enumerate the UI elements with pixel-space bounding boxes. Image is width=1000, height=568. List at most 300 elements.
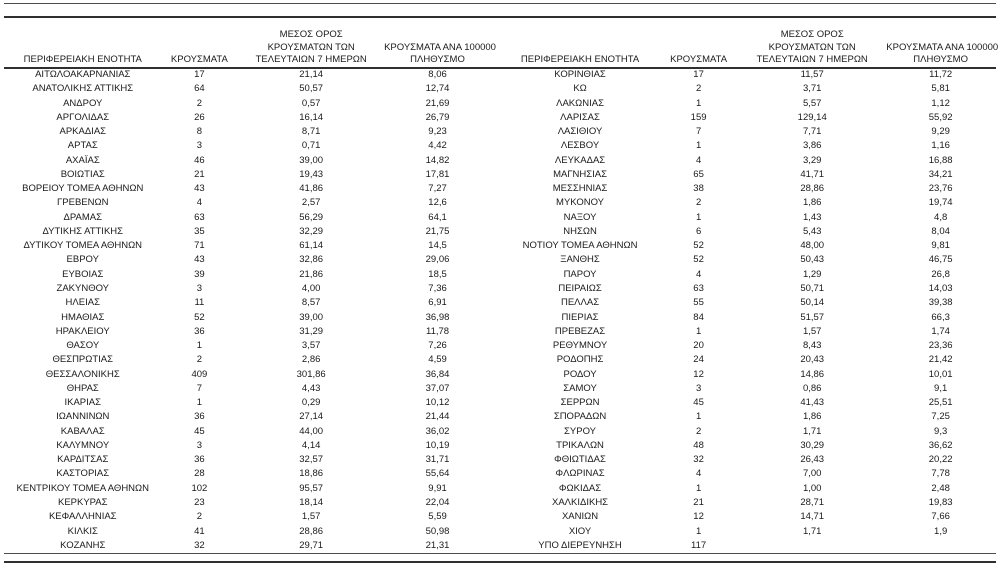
cases-cell: 1: [695, 325, 702, 337]
region-cell: ΙΩΑΝΝΙΝΩΝ: [56, 411, 110, 423]
per100k-cell: 12,74: [425, 83, 450, 95]
region-cell: ΚΑΒΑΛΑΣ: [60, 425, 105, 437]
region-cell: ΑΝΑΤΟΛΙΚΗΣ ΑΤΤΙΚΗΣ: [32, 83, 134, 95]
avg7-cell: 8,57: [301, 297, 321, 309]
per100k-cell: 7,25: [931, 411, 950, 423]
per100k-cell: 9,1: [934, 382, 948, 394]
avg7-cell: 41,86: [299, 183, 324, 195]
table-row: [5, 154, 491, 168]
table-row: [5, 97, 491, 111]
column-header-per100k: ΚΡΟΥΣΜΑΤΑ ΑΝΑ 100000 ΠΛΗΘΥΣΜΟ: [384, 41, 496, 66]
cases-cell: 63: [194, 211, 205, 223]
per100k-cell: 10,12: [425, 397, 450, 409]
avg7-cell: [738, 539, 886, 553]
table-row: [501, 339, 995, 353]
table-row: [501, 425, 995, 439]
table-row: [501, 182, 995, 196]
table-row: [501, 225, 995, 239]
region-cell: ΘΕΣΣΑΛΟΝΙΚΗΣ: [45, 368, 120, 380]
per100k-cell: 21,44: [425, 411, 450, 423]
per100k-cell: 8,06: [428, 69, 447, 80]
table-row: [501, 125, 995, 139]
cases-cell: 7: [695, 126, 702, 138]
avg7-cell: 50,14: [800, 297, 825, 309]
avg7-cell: 5,43: [802, 225, 822, 237]
region-cell: ΝΗΣΩΝ: [563, 225, 597, 237]
per100k-cell: 4,8: [934, 211, 948, 223]
per100k-cell: 18,5: [428, 268, 447, 280]
regional-cases-table-left: [5, 20, 496, 553]
cases-cell: 36: [194, 325, 205, 337]
cases-cell: 2: [695, 83, 702, 95]
per100k-cell: 22,04: [425, 496, 450, 508]
per100k-cell: 1,16: [931, 140, 950, 152]
table-row: [501, 97, 995, 111]
table-row: [501, 510, 995, 524]
region-cell: ΡΕΘΥΜΝΟΥ: [552, 340, 608, 352]
region-cell: ΑΡΤΑΣ: [67, 140, 98, 152]
per100k-cell: 36,02: [425, 425, 450, 437]
cases-cell: 65: [693, 168, 704, 180]
avg7-cell: 1,29: [802, 268, 822, 280]
region-cell: ΠΑΡΟΥ: [563, 268, 597, 280]
cases-cell: 39: [194, 268, 205, 280]
region-cell: ΧΑΝΙΩΝ: [561, 511, 599, 523]
per100k-cell: 1,74: [931, 325, 950, 337]
region-cell: ΑΡΚΑΔΙΑΣ: [59, 126, 107, 138]
table-row: [501, 439, 995, 453]
cases-cell: 24: [693, 354, 704, 366]
cases-cell: 6: [695, 225, 702, 237]
table-row: [5, 467, 491, 481]
avg7-cell: 61,14: [299, 240, 324, 252]
cases-cell: 2: [196, 97, 203, 109]
table-row: [5, 439, 491, 453]
per100k-cell: 4,59: [428, 354, 447, 366]
table-row: [5, 282, 491, 296]
per100k-cell: 9,29: [931, 126, 950, 138]
region-cell: ΛΑΚΩΝΙΑΣ: [556, 97, 604, 109]
avg7-cell: 3,71: [802, 83, 822, 95]
table-row: [5, 111, 491, 125]
region-cell: ΗΜΑΘΙΑΣ: [61, 311, 105, 323]
cases-cell: 1: [695, 525, 702, 537]
region-cell: ΛΕΣΒΟΥ: [560, 140, 600, 152]
table-row: [5, 68, 491, 82]
avg7-cell: 18,86: [299, 468, 324, 480]
per100k-cell: 5,81: [931, 83, 950, 95]
per100k-cell: 21,42: [928, 354, 953, 366]
per100k-cell: 25,51: [928, 397, 953, 409]
cases-cell: 36: [194, 411, 205, 423]
table-row: [501, 296, 995, 310]
table-row: [501, 168, 995, 182]
cases-cell: 2: [196, 511, 203, 523]
per100k-cell: 50,98: [425, 525, 450, 537]
cases-cell: 11: [194, 297, 205, 309]
avg7-cell: 7,00: [802, 468, 822, 480]
avg7-cell: 50,71: [800, 282, 825, 294]
region-cell: ΑΧΑΪΑΣ: [65, 154, 100, 166]
avg7-cell: 3,86: [802, 140, 822, 152]
avg7-cell: 14,86: [800, 368, 825, 380]
cases-cell: 26: [194, 111, 205, 123]
table-row: [5, 225, 491, 239]
per100k-cell: 26,79: [425, 111, 450, 123]
per100k-cell: 9,81: [931, 240, 950, 252]
table-row: [5, 496, 491, 510]
avg7-cell: 56,29: [299, 211, 324, 223]
cases-cell: 46: [194, 154, 205, 166]
cases-cell: 32: [693, 454, 704, 466]
per100k-cell: 36,84: [425, 368, 450, 380]
avg7-cell: 44,00: [299, 425, 324, 437]
table-row: [5, 196, 491, 210]
per100k-cell: 14,82: [425, 154, 450, 166]
per100k-cell: 46,75: [928, 254, 953, 266]
table-row: [5, 453, 491, 467]
avg7-cell: 11,57: [800, 69, 824, 80]
table-row: [501, 253, 995, 267]
avg7-cell: 50,43: [800, 254, 825, 266]
table-row: [501, 282, 995, 296]
per100k-cell: 8,04: [931, 225, 950, 237]
table-row: [5, 510, 491, 524]
per100k-cell: 10,19: [425, 439, 450, 451]
per100k-cell: 31,71: [425, 454, 450, 466]
per100k-cell: 36,62: [928, 439, 953, 451]
table-row: [501, 68, 995, 82]
per100k-cell: [886, 539, 995, 553]
per100k-cell: 21,75: [425, 225, 450, 237]
avg7-cell: 8,71: [301, 126, 321, 138]
bottom-thick-rule: [4, 561, 996, 563]
column-header-region: ΠΕΡΙΦΕΡΕΙΑΚΗ ΕΝΟΤΗΤΑ: [520, 54, 640, 66]
cases-cell: 1: [695, 211, 702, 223]
per100k-cell: 10,01: [928, 368, 953, 380]
cases-cell: 4: [695, 154, 702, 166]
cases-cell: 43: [194, 183, 205, 195]
table-row: [501, 525, 995, 539]
column-header-avg7: ΜΕΣΟΣ ΟΡΟΣ ΚΡΟΥΣΜΑΤΩΝ ΤΩΝ ΤΕΛΕΥΤΑΙΩΝ 7 ΗΜΕΡΩΝ: [756, 29, 868, 66]
per100k-cell: 36,98: [425, 311, 450, 323]
per100k-cell: 21,69: [425, 97, 450, 109]
cases-cell: 1: [695, 482, 702, 494]
region-cell: ΠΡΕΒΕΖΑΣ: [554, 325, 606, 337]
region-cell: ΠΕΛΛΑΣ: [560, 297, 600, 309]
avg7-cell: 29,71: [299, 539, 324, 551]
per100k-cell: 19,83: [928, 496, 953, 508]
avg7-cell: 28,86: [800, 183, 825, 195]
top-thin-rule: [4, 3, 996, 4]
cases-cell: 3: [196, 439, 203, 451]
per100k-cell: 1,12: [931, 97, 950, 109]
region-cell: ΠΕΙΡΑΙΩΣ: [558, 282, 602, 294]
table-row: [5, 268, 491, 282]
avg7-cell: 0,71: [301, 140, 321, 152]
avg7-cell: 28,86: [299, 525, 324, 537]
table-row: [5, 525, 491, 539]
cases-cell: 3: [695, 382, 702, 394]
avg7-cell: 41,43: [800, 397, 825, 409]
table-row: [5, 382, 491, 396]
avg7-cell: 32,86: [299, 254, 324, 266]
table-row: [501, 239, 995, 253]
cases-cell: 3: [196, 282, 203, 294]
avg7-cell: 8,43: [802, 340, 822, 352]
region-cell: ΣΥΡΟΥ: [564, 425, 597, 437]
region-cell: ΝΑΞΟΥ: [563, 211, 597, 223]
cases-cell: 20: [693, 340, 704, 352]
right-data-table: [501, 68, 995, 553]
region-cell: ΒΟΙΩΤΙΑΣ: [60, 168, 105, 180]
table-row: [501, 410, 995, 424]
table-row: [501, 154, 995, 168]
per100k-cell: 7,78: [931, 468, 950, 480]
column-header-cases: ΚΡΟΥΣΜΑΤΑ: [670, 54, 728, 66]
per100k-cell: 26,8: [931, 268, 950, 280]
table-header-row: [5, 20, 496, 68]
per100k-cell: 39,38: [928, 297, 953, 309]
cases-cell: 38: [693, 183, 704, 195]
column-header-avg7: ΜΕΣΟΣ ΟΡΟΣ ΚΡΟΥΣΜΑΤΩΝ ΤΩΝ ΤΕΛΕΥΤΑΙΩΝ 7 ΗΜΕΡΩΝ: [255, 29, 367, 66]
avg7-cell: 0,57: [301, 97, 321, 109]
avg7-cell: 20,43: [800, 354, 825, 366]
avg7-cell: 0,29: [301, 397, 321, 409]
avg7-cell: 1,00: [802, 482, 822, 494]
per100k-cell: 6,91: [428, 297, 447, 309]
region-cell: ΛΕΥΚΑΔΑΣ: [554, 154, 606, 166]
region-cell: ΖΑΚΥΝΘΟΥ: [56, 282, 109, 294]
region-cell: ΔΥΤΙΚΗΣ ΑΤΤΙΚΗΣ: [42, 225, 124, 237]
per100k-cell: 23,76: [928, 183, 953, 195]
cases-cell: 64: [194, 83, 205, 95]
cases-cell: 17: [693, 69, 704, 80]
table-row: [501, 196, 995, 210]
cases-cell: 2: [695, 425, 702, 437]
region-cell: ΚΑΣΤΟΡΙΑΣ: [56, 468, 110, 480]
region-cell: ΥΠΟ ΔΙΕΡΕΥΝΗΣΗ: [538, 539, 622, 551]
left-data-table: [5, 68, 491, 553]
avg7-cell: 3,29: [802, 154, 822, 166]
per100k-cell: 7,66: [931, 511, 950, 523]
region-cell: ΗΛΕΙΑΣ: [65, 297, 100, 309]
cases-cell: 4: [695, 268, 702, 280]
table-row: [501, 211, 995, 225]
region-cell: ΚΑΛΥΜΝΟΥ: [56, 439, 110, 451]
cases-cell: 1: [695, 140, 702, 152]
avg7-cell: 2,86: [301, 354, 321, 366]
cases-cell: 102: [191, 482, 208, 494]
per100k-cell: 5,59: [428, 511, 447, 523]
cases-cell: 21: [693, 496, 704, 508]
table-row: [5, 325, 491, 339]
region-cell: ΔΥΤΙΚΟΥ ΤΟΜΕΑ ΑΘΗΝΩΝ: [23, 240, 143, 252]
cases-cell: 41: [194, 525, 205, 537]
table-row: [501, 382, 995, 396]
avg7-cell: 1,71: [802, 425, 822, 437]
avg7-cell: 1,86: [802, 197, 822, 209]
table-row: [5, 82, 491, 96]
cases-cell: 45: [693, 397, 704, 409]
table-row: [5, 396, 491, 410]
regional-cases-table-right: [501, 20, 999, 553]
table-row: [5, 368, 491, 382]
cases-cell: 1: [196, 397, 203, 409]
per100k-cell: 7,36: [428, 282, 447, 294]
region-cell: ΗΡΑΚΛΕΙΟΥ: [55, 325, 110, 337]
top-thick-rule: [4, 16, 996, 18]
region-cell: ΕΥΒΟΙΑΣ: [62, 268, 104, 280]
table-row: [5, 410, 491, 424]
column-header-cases: ΚΡΟΥΣΜΑΤΑ: [170, 54, 228, 66]
avg7-cell: 4,14: [301, 439, 321, 451]
table-row: [5, 482, 491, 496]
cases-cell: 17: [194, 69, 205, 80]
per100k-cell: 66,3: [931, 311, 950, 323]
cases-cell: 52: [194, 311, 205, 323]
region-cell: ΜΥΚΟΝΟΥ: [556, 197, 605, 209]
cases-cell: 43: [194, 254, 205, 266]
table-row: [501, 482, 995, 496]
region-cell: ΧΙΟΥ: [568, 525, 592, 537]
cases-cell: 55: [693, 297, 704, 309]
avg7-cell: 28,71: [800, 496, 825, 508]
region-cell: ΣΕΡΡΩΝ: [560, 397, 600, 409]
avg7-cell: 2,57: [301, 197, 321, 209]
table-row: [5, 139, 491, 153]
cases-cell: 159: [690, 111, 707, 123]
table-row: [501, 396, 995, 410]
cases-cell: 8: [196, 126, 203, 138]
region-cell: ΚΕΦΑΛΛΗΝΙΑΣ: [48, 511, 117, 523]
region-cell: ΙΚΑΡΙΑΣ: [64, 397, 101, 409]
cases-cell: 28: [194, 468, 205, 480]
per100k-cell: 19,74: [928, 197, 953, 209]
region-cell: ΜΑΓΝΗΣΙΑΣ: [553, 168, 607, 180]
per100k-cell: 2,48: [931, 482, 950, 494]
cases-cell: 52: [693, 240, 704, 252]
table-row: [5, 211, 491, 225]
cases-cell: 45: [194, 425, 205, 437]
per100k-cell: 64,1: [428, 211, 447, 223]
cases-cell: 48: [693, 439, 704, 451]
per100k-cell: 37,07: [425, 382, 450, 394]
table-row: [501, 82, 995, 96]
region-cell: ΕΒΡΟΥ: [66, 254, 99, 266]
cases-cell: 2: [196, 354, 203, 366]
cases-cell: 21: [194, 168, 205, 180]
cases-cell: 2: [695, 197, 702, 209]
avg7-cell: 31,29: [299, 325, 324, 337]
avg7-cell: 3,57: [301, 340, 321, 352]
region-cell: ΒΟΡΕΙΟΥ ΤΟΜΕΑ ΑΘΗΝΩΝ: [22, 183, 144, 195]
avg7-cell: 5,57: [802, 97, 822, 109]
region-cell: ΓΡΕΒΕΝΩΝ: [57, 197, 109, 209]
cases-cell: 1: [695, 97, 702, 109]
region-cell: ΘΑΣΟΥ: [66, 340, 100, 352]
per100k-cell: 17,81: [425, 168, 450, 180]
cases-cell: 23: [194, 496, 205, 508]
table-row: [501, 311, 995, 325]
region-cell: ΚΕΡΚΥΡΑΣ: [57, 496, 108, 508]
avg7-cell: 30,29: [800, 439, 825, 451]
region-cell: ΚΙΛΚΙΣ: [67, 525, 98, 537]
table-row: [5, 239, 491, 253]
avg7-cell: 19,43: [299, 168, 324, 180]
cases-cell: 409: [191, 368, 208, 380]
avg7-cell: 4,43: [301, 382, 321, 394]
avg7-cell: 27,14: [299, 411, 324, 423]
region-cell: ΚΟΡΙΝΘΙΑΣ: [554, 69, 606, 80]
cases-cell: 63: [693, 282, 704, 294]
cases-cell: 36: [194, 454, 205, 466]
avg7-cell: 21,14: [299, 69, 324, 80]
avg7-cell: 301,86: [296, 368, 326, 380]
bottom-thin-rule: [4, 553, 996, 554]
region-cell: ΑΙΤΩΛΟΑΚΑΡΝΑΝΙΑΣ: [35, 69, 131, 80]
region-cell: ΛΑΣΙΘΙΟΥ: [557, 126, 603, 138]
table-row: [501, 539, 995, 553]
table-header-row: [501, 20, 999, 68]
region-cell: ΠΙΕΡΙΑΣ: [561, 311, 599, 323]
region-cell: ΡΟΔΟΠΗΣ: [556, 354, 604, 366]
avg7-cell: 129,14: [797, 111, 827, 123]
cases-cell: 4: [196, 197, 203, 209]
table-row: [5, 125, 491, 139]
cases-cell: 1: [695, 411, 702, 423]
region-cell: ΚΑΡΔΙΤΣΑΣ: [57, 454, 109, 466]
avg7-cell: 1,57: [802, 325, 822, 337]
per100k-cell: 21,31: [425, 539, 450, 551]
region-cell: ΡΟΔΟΥ: [563, 368, 597, 380]
region-cell: ΤΡΙΚΑΛΩΝ: [556, 439, 604, 451]
table-row: [501, 467, 995, 481]
table-row: [5, 311, 491, 325]
column-header-region: ΠΕΡΙΦΕΡΕΙΑΚΗ ΕΝΟΤΗΤΑ: [23, 54, 142, 66]
column-header-per100k: ΚΡΟΥΣΜΑΤΑ ΑΝΑ 100000 ΠΛΗΘΥΣΜΟ: [886, 41, 999, 66]
cases-cell: 52: [693, 254, 704, 266]
avg7-cell: 39,00: [299, 154, 324, 166]
region-cell: ΧΑΛΚΙΔΙΚΗΣ: [552, 496, 609, 508]
region-cell: ΛΑΡΙΣΑΣ: [560, 111, 600, 123]
per100k-cell: 20,22: [928, 454, 953, 466]
region-cell: ΑΝΔΡΟΥ: [63, 97, 103, 109]
avg7-cell: 18,14: [299, 496, 324, 508]
table-row: [501, 325, 995, 339]
per100k-cell: 1,9: [934, 525, 948, 537]
table-row: [501, 268, 995, 282]
cases-cell: 32: [194, 539, 205, 551]
per100k-cell: 55,64: [425, 468, 450, 480]
region-cell: ΦΛΩΡΙΝΑΣ: [555, 468, 605, 480]
per100k-cell: 11,78: [425, 325, 450, 337]
avg7-cell: 4,00: [301, 282, 321, 294]
region-cell: ΚΩ: [573, 83, 587, 95]
avg7-cell: 48,00: [800, 240, 825, 252]
avg7-cell: 1,86: [802, 411, 822, 423]
avg7-cell: 1,71: [802, 525, 822, 537]
per100k-cell: 9,23: [428, 126, 447, 138]
region-cell: ΝΟΤΙΟΥ ΤΟΜΕΑ ΑΘΗΝΩΝ: [522, 240, 638, 252]
per100k-cell: 9,91: [428, 482, 447, 494]
per100k-cell: 29,06: [425, 254, 450, 266]
region-cell: ΣΑΜΟΥ: [563, 382, 597, 394]
table-row: [501, 353, 995, 367]
region-cell: ΘΗΡΑΣ: [66, 382, 99, 394]
per100k-cell: 23,36: [928, 340, 953, 352]
per100k-cell: 55,92: [928, 111, 953, 123]
